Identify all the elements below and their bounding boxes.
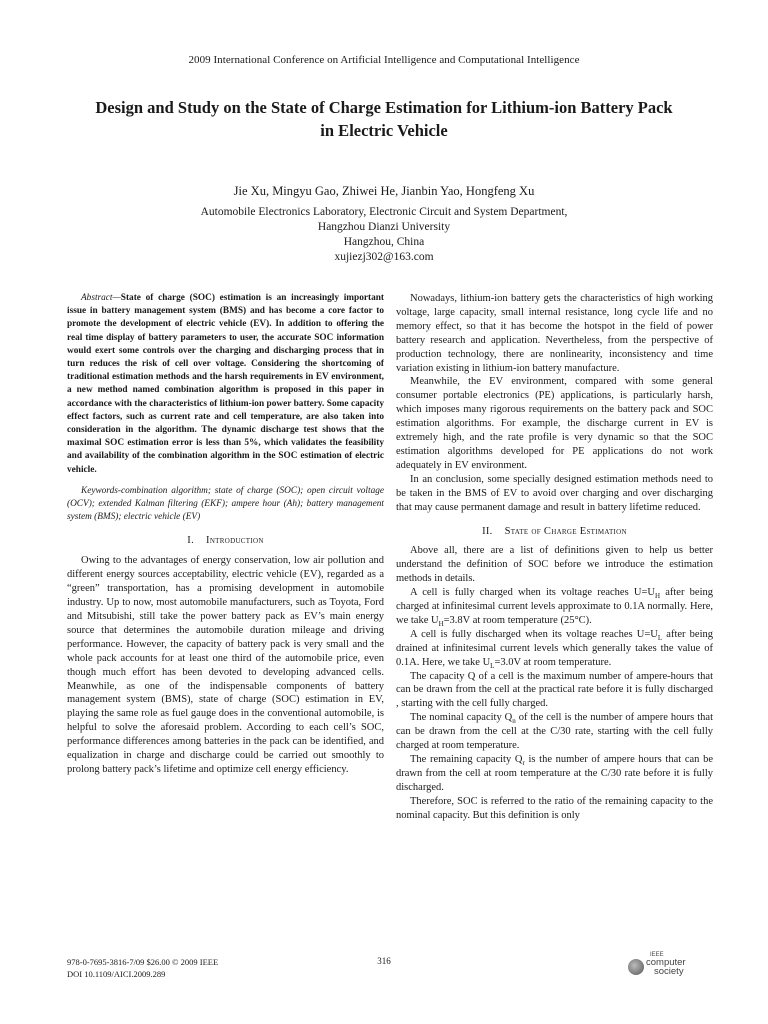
right-column (396, 292, 713, 823)
subscript: r (522, 759, 525, 768)
subscript: L (490, 661, 495, 670)
text-run: The nominal capacity Q (410, 712, 513, 724)
paragraph-full-discharge (396, 628, 713, 670)
text-run: =3.8V at room temperature (25°C). (443, 614, 592, 626)
subscript: H (438, 620, 444, 629)
affiliation-line-1: Automobile Electronics Laboratory, Electronic Circuit and System Department, (200, 206, 568, 218)
section-number: II. (482, 525, 493, 537)
paragraph: The capacity Q of a cell is the maximum number of ampere-hours that can be drawn from the cell at the practical rate before it is fully discharged , starting with the cell fully charged. (396, 670, 713, 710)
abstract-body: State of charge (SOC) estimation is an increasingly important issue in battery management system (BMS) and has become a core factor to promote the development of electric vehicle (EV). In addition to offering the real time display of battery parameters to user, the accurate SOC information would exert some controls over the charging and discharging process that in turn reduces the risk of cell over voltage. Considering the shortcoming of traditional estimation methods and the harsh requirements in EV environment, a new method named combination algorithm is proposed in this paper in accordance with the characteristics of lithium-ion power battery. Some capacity effect factors, such as current rate and cell temperature, are also taken into consideration in the algorithm. The dynamic discharge test shows that the maximal SOC estimation error is less than 5%, which validates the feasibility and availability of the combination algorithm in the SOC estimation of electric vehicle. (67, 293, 384, 475)
logo-computer-text: computer (646, 957, 686, 968)
paragraph: Meanwhile, the EV environment, compared with some general consumer portable electronics (PE) applications, is particularly harsh, which imposes many rigorous requirements on the battery pack and SOC estimation algorithms. For example, the discharge current in EV is extremely high, and the rate profile is very dynamic so that the SOC estimation algorithms developed for PE applications do not work adequately in EV environment. (396, 376, 713, 471)
left-column (67, 292, 384, 777)
title-line-1: Design and Study on the State of Charge Estimation for Lithium-ion Battery Pack (95, 98, 673, 117)
author-email: xujiezj302@163.com (334, 251, 434, 263)
title-line-2: in Electric Vehicle (320, 121, 448, 140)
affiliation-line-2: Hangzhou Dianzi University (317, 221, 451, 233)
text-run: =3.0V at room temperature. (494, 656, 612, 668)
paragraph-nominal-capacity (396, 711, 713, 753)
paragraph-full-charge (396, 586, 713, 628)
page-number: 316 (377, 956, 391, 966)
section-heading-introduction (67, 534, 384, 548)
paragraph: Above all, there are a list of definitions given to help us better understand the definition of SOC before we introduce the estimation methods in details. (396, 545, 713, 585)
subscript: n (512, 717, 516, 726)
abstract (67, 292, 384, 477)
subscript: L (657, 633, 663, 642)
paragraph: Therefore, SOC is referred to the ratio of the remaining capacity to the nominal capacity. But this definition is only (396, 795, 713, 821)
doi-line: DOI 10.1109/AICI.2009.289 (67, 969, 166, 979)
isbn-line: 978-0-7695-3816-7/09 $26.00 © 2009 IEEE (67, 957, 219, 967)
logo-society-text: society (654, 966, 684, 977)
section-title: State of Charge Estimation (504, 525, 627, 537)
paragraph: In an conclusion, some specially designed estimation methods need to be taken in the BMS of EV to avoid over charging and over discharging that may cause permanent damage and result in battery lifetime reduced. (396, 473, 713, 513)
paragraph-remaining-capacity (396, 753, 713, 795)
text-run: The remaining capacity Q (410, 754, 523, 765)
text-run: after being drained at infinitesimal current levels which generally takes the value of 0.1A. Here, we take U (396, 628, 713, 668)
conference-header: 2009 International Conference on Artificial Intelligence and Computational Intelligence (188, 54, 580, 66)
author-list: Jie Xu, Mingyu Gao, Zhiwei He, Jianbin Yao, Hongfeng Xu (233, 184, 535, 198)
text-run: after being charged at infinitesimal current levels approximate to 0.1A normally. Here, we take U (396, 587, 713, 626)
text-run: A cell is fully charged when its voltage reaches U=U (410, 587, 655, 599)
section-heading-soc-estimation (396, 525, 713, 539)
globe-icon (628, 959, 644, 975)
intro-paragraph: Owing to the advantages of energy conservation, low air pollution and different energy sources acceptability, electric vehicle (EV), regarded as a “green” transportation, has a promising development in automobile industry. Up to now, most automobile manufacturers, such as Toyota, Ford and Mitsubishi, still take the power battery pack as EV’s main energy source that determines the automobile duration mileage and driving performance. However, the capacity of battery pack is very small and the whole pack accounts for at least one third of the automobile price, even though much effort has been devoted to developing advanced cells. Meanwhile, as one of the indispensable components of battery management system (BMS), state of charge (SOC) estimation in EV, playing the same role as fuel gauge does in the conventional automobile, is helpful to solve the aforesaid problem. According to each cell’s SOC, performance differences among batteries in the pack can be identified, and equalization in charge and discharge could be carried out smoothly to prolong battery pack’s lifetime and optimize cell energy efficiency. (67, 555, 384, 775)
keywords: Keywords-combination algorithm; state of charge (SOC); open circuit voltage (OCV); extended Kalman filtering (EKF); ampere hour (Ah); battery management system (BMS); electric vehicle (EV) (67, 485, 384, 523)
section-title: Introduction (206, 535, 264, 547)
text-run: A cell is fully discharged when its voltage reaches U=U (410, 628, 658, 640)
subscript: H (654, 592, 661, 601)
affiliation (0, 205, 768, 265)
section-number: I. (187, 535, 195, 547)
paper-title (60, 96, 708, 142)
text-run: of the cell is the number of ampere hours that can be drawn from the cell at the C/30 rate, starting with the cell fully charged at room temperature. (396, 712, 713, 752)
abstract-lead: Abstract— (81, 293, 121, 303)
paragraph: Nowadays, lithium-ion battery gets the characteristics of high working voltage, large capacity, small internal resistance, long cycle life and no memory effect, so that it has become the hotspot in the field of power battery research and application. Nevertheless, from the perspective of production technology, there are nonlinearity, inconsistency and time variation existing in lithium-ion battery manufacture. (396, 293, 713, 374)
affiliation-line-3: Hangzhou, China (343, 236, 425, 248)
logo-ieee-text: IEEE (650, 952, 664, 958)
ieee-computer-society-logo (626, 952, 696, 978)
text-run: is the number of ampere hours that can be drawn from the cell at room temperature at the C/30 rate before it is fully discharged. (396, 754, 714, 793)
